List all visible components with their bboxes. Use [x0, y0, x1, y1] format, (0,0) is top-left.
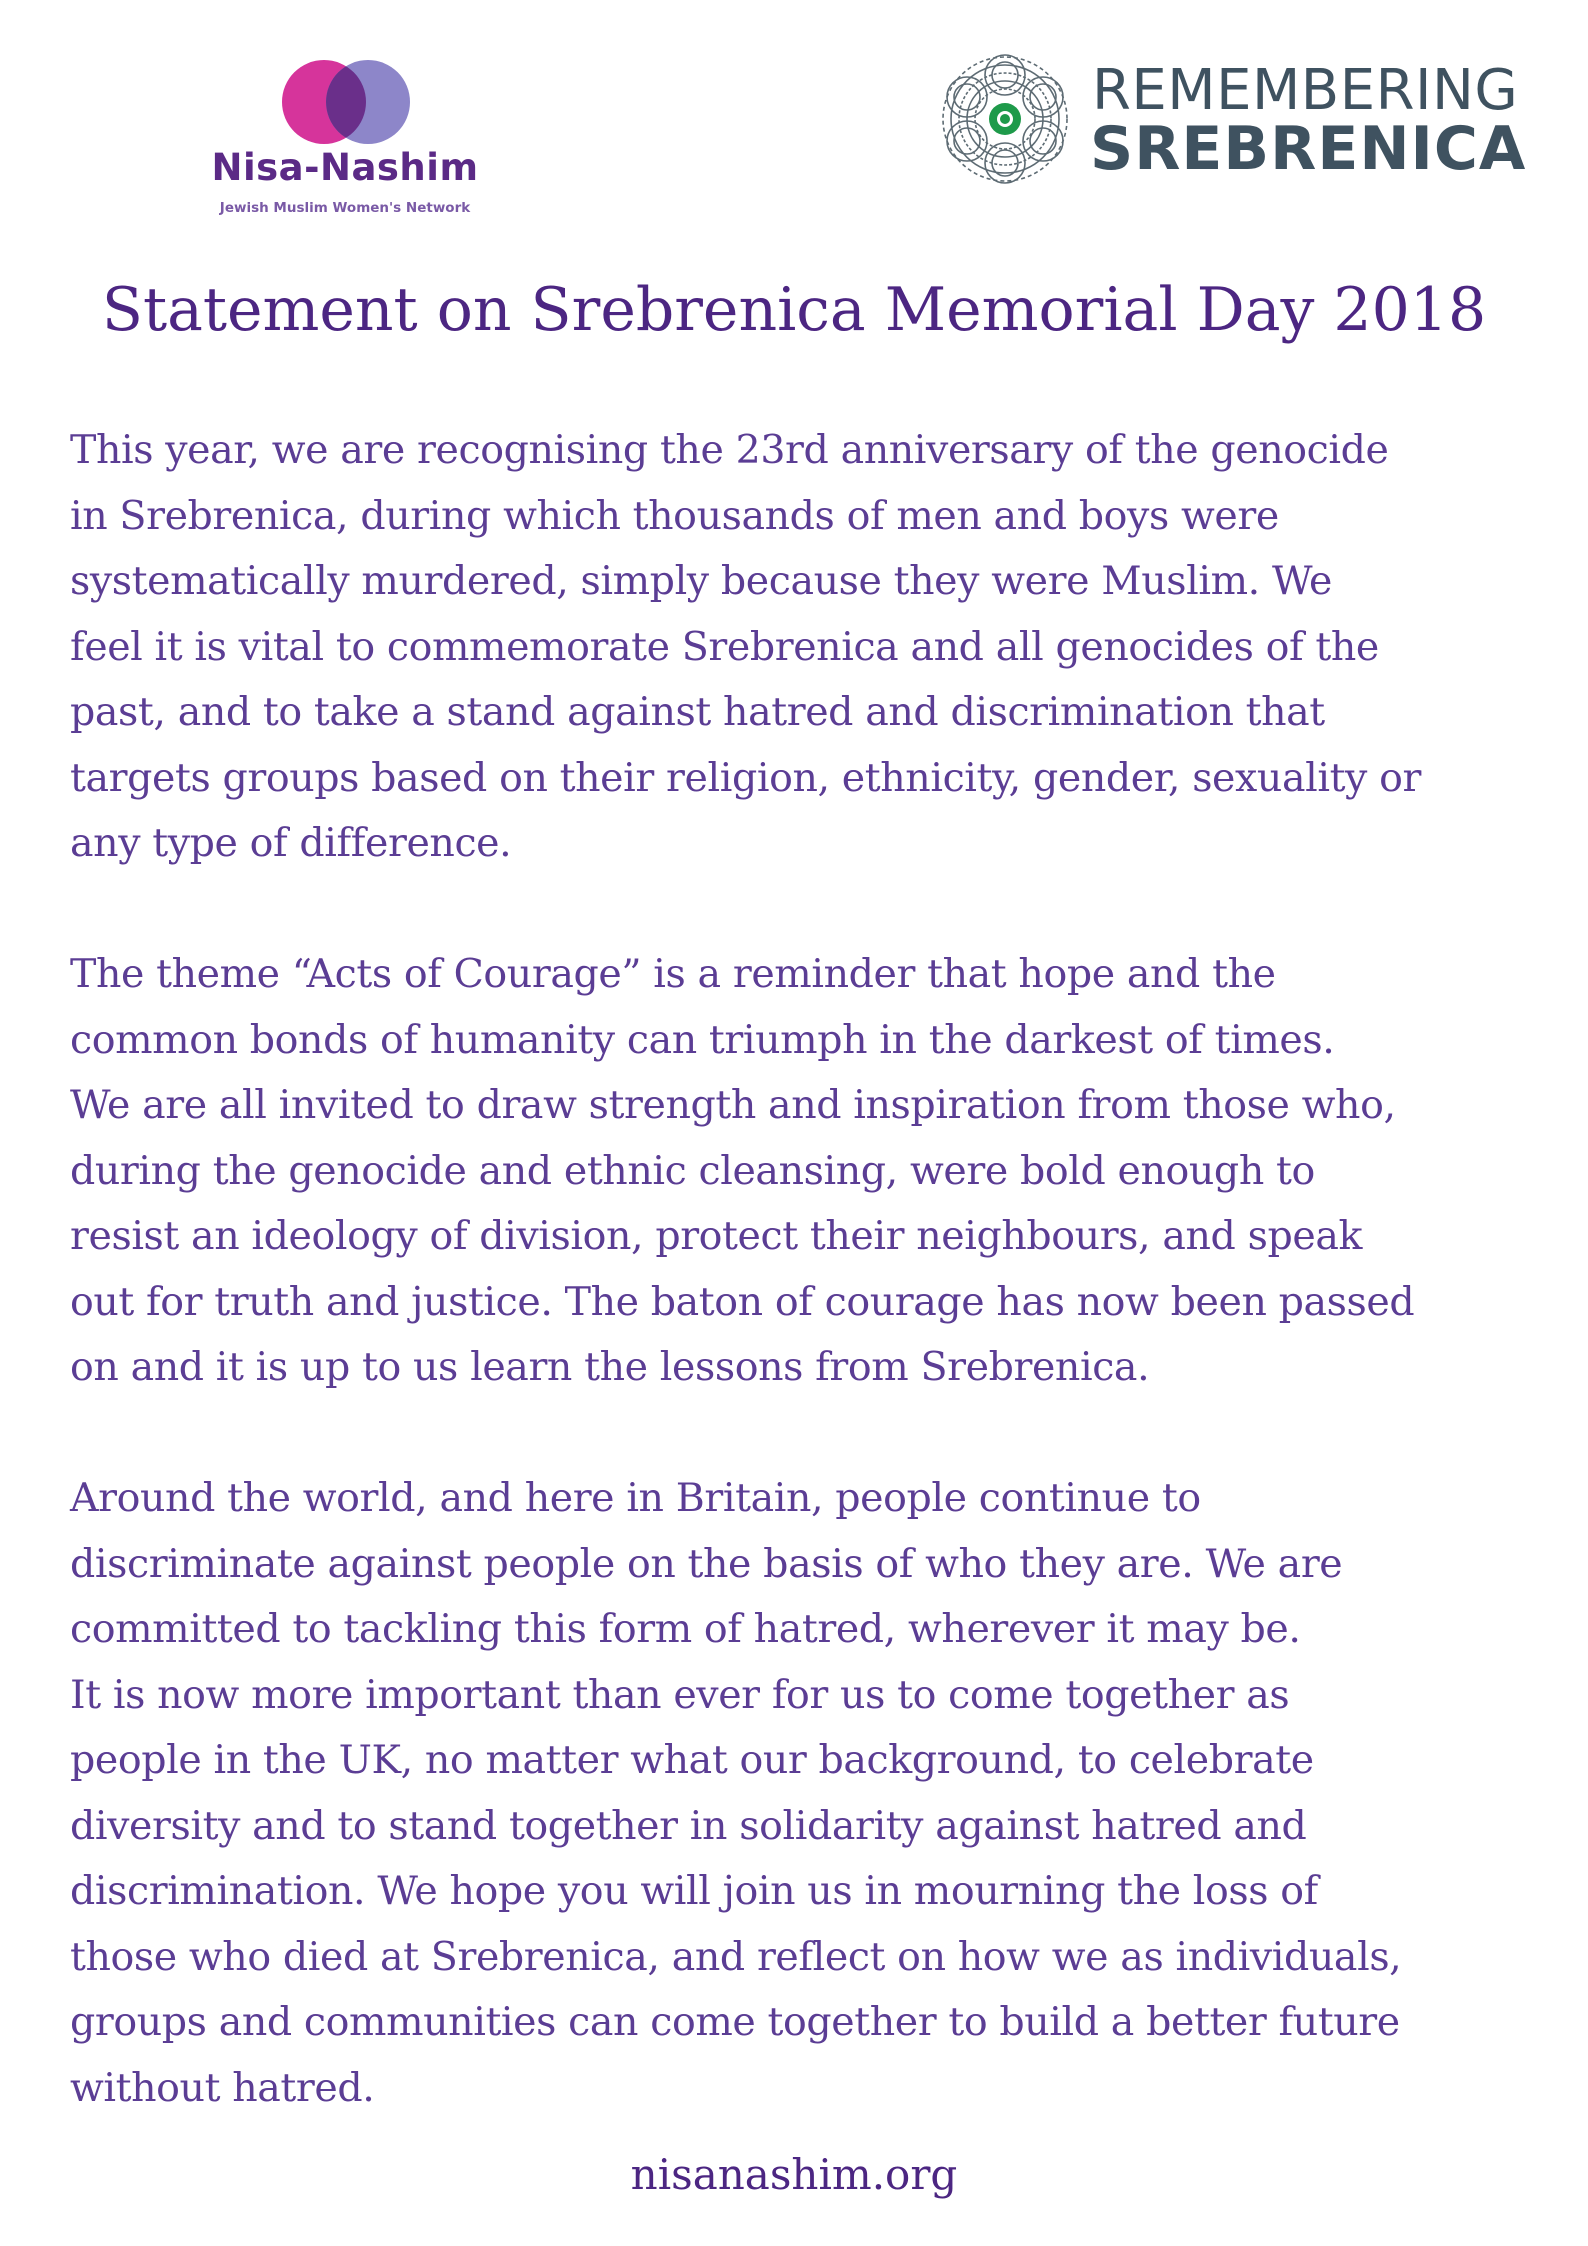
paragraph-1 — [70, 418, 1550, 877]
text-line: discrimination. We hope you will join us in mourning the loss of — [70, 1868, 1318, 1914]
footer-website-link[interactable]: nisanashim.org — [630, 2150, 958, 2199]
paragraph-2 — [70, 942, 1550, 1401]
remembering-srebrenica-logo — [930, 44, 1527, 194]
text-line: It is now more important than ever for us to come together as — [70, 1671, 1290, 1718]
remembering-text: REMEMBERING — [1092, 58, 1519, 123]
srebrenica-text: SREBRENICA — [1090, 114, 1527, 184]
text-line: in Srebrenica, during which thousands of men and boys were — [70, 492, 1279, 539]
text-line: any type of difference. — [70, 820, 512, 866]
text-line: The theme “Acts of Courage” is a reminder that hope and the — [70, 951, 1276, 997]
text-line: feel it is vital to commemorate Srebrenica and all genocides of the — [70, 623, 1379, 670]
text-line: We are all invited to draw strength and inspiration from those who, — [70, 1082, 1396, 1128]
text-line: committed to tackling this form of hatred, wherever it may be. — [70, 1606, 1301, 1652]
nisa-nashim-tagline: Jewish Muslim Women's Network — [219, 200, 471, 216]
text-line: systematically murdered, simply because they were Muslim. We — [70, 558, 1332, 604]
statement-body — [70, 418, 1550, 2187]
nisa-nashim-logo — [180, 52, 510, 232]
text-line: those who died at Srebrenica, and reflect on how we as individuals, — [70, 1933, 1402, 1980]
nisa-nashim-name: Nisa-Nashim — [211, 146, 479, 189]
text-line: Around the world, and here in Britain, people continue to — [70, 1475, 1201, 1521]
overlapping-circles-icon — [278, 56, 414, 148]
text-line: without hatred. — [70, 2064, 375, 2111]
text-line: discriminate against people on the basis of who they are. We are — [70, 1540, 1343, 1587]
text-line: on and it is up to us learn the lessons from Srebrenica. — [70, 1344, 1150, 1390]
text-line: out for truth and justice. The baton of courage has now been passed — [70, 1278, 1415, 1325]
page-title: Statement on Srebrenica Memorial Day 2018 — [101, 275, 1487, 345]
text-line: during the genocide and ethnic cleansing, were bold enough to — [70, 1147, 1315, 1194]
text-line: people in the UK, no matter what our background, to celebrate — [70, 1737, 1314, 1783]
paragraph-3 — [70, 1466, 1550, 2121]
srebrenica-flower-icon — [930, 44, 1080, 194]
text-line: common bonds of humanity can triumph in the darkest of times. — [70, 1016, 1335, 1063]
text-line: diversity and to stand together in solidarity against hatred and — [70, 1802, 1307, 1849]
text-line: targets groups based on their religion, ethnicity, gender, sexuality or — [70, 754, 1421, 801]
text-line: past, and to take a stand against hatred and discrimination that — [70, 689, 1325, 735]
text-line: This year, we are recognising the 23rd anniversary of the genocide — [70, 427, 1389, 473]
text-line: groups and communities can come together to build a better future — [70, 1999, 1400, 2045]
text-line: resist an ideology of division, protect their neighbours, and speak — [70, 1213, 1363, 1259]
